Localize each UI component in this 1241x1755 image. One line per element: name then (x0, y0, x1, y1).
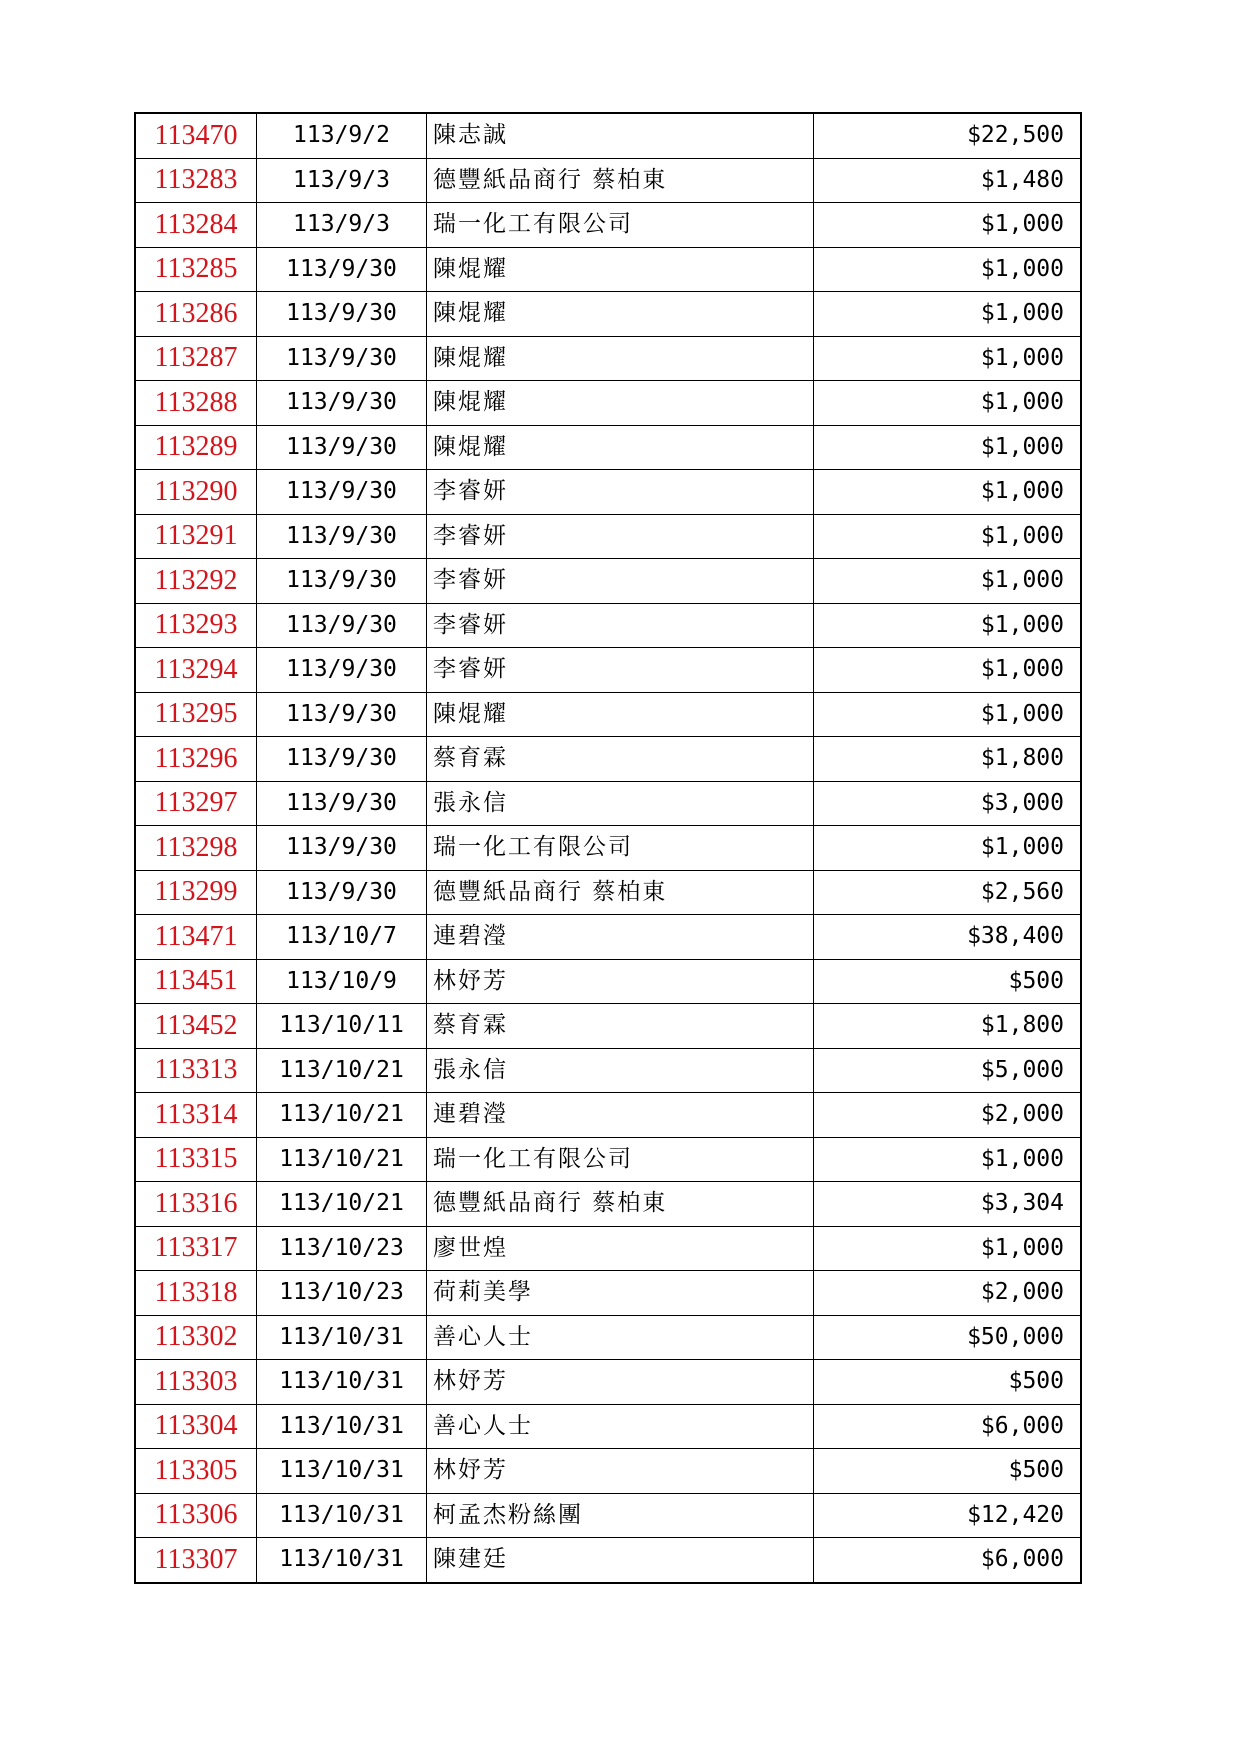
date-cell: 113/10/21 (257, 1093, 427, 1138)
amount-cell: $6,000 (814, 1404, 1082, 1449)
receipt-number-cell: 113299 (135, 870, 257, 915)
amount-cell: $1,000 (814, 1226, 1082, 1271)
date-cell: 113/9/30 (257, 692, 427, 737)
amount-cell: $2,000 (814, 1093, 1082, 1138)
amount-cell: $2,000 (814, 1271, 1082, 1316)
amount-cell: $1,000 (814, 1137, 1082, 1182)
amount-cell: $3,000 (814, 781, 1082, 826)
donor-name-cell: 林妤芳 (427, 1360, 814, 1405)
table-row (135, 1048, 1081, 1093)
date-cell: 113/9/3 (257, 158, 427, 203)
donor-name-cell: 陳焜耀 (427, 336, 814, 381)
receipt-number-cell: 113315 (135, 1137, 257, 1182)
amount-cell: $1,000 (814, 514, 1082, 559)
receipt-number-cell: 113297 (135, 781, 257, 826)
donor-name-cell: 陳志誠 (427, 113, 814, 158)
donor-name-cell: 瑞一化工有限公司 (427, 203, 814, 248)
donor-name-cell: 蔡育霖 (427, 1004, 814, 1049)
date-cell: 113/10/23 (257, 1226, 427, 1271)
date-cell: 113/10/23 (257, 1271, 427, 1316)
donor-name-cell: 連碧瀅 (427, 1093, 814, 1138)
donor-name-cell: 李睿妍 (427, 470, 814, 515)
receipt-number-cell: 113318 (135, 1271, 257, 1316)
table-row (135, 113, 1081, 158)
amount-cell: $1,000 (814, 648, 1082, 693)
receipt-number-cell: 113470 (135, 113, 257, 158)
amount-cell: $1,000 (814, 292, 1082, 337)
receipt-number-cell: 113292 (135, 559, 257, 604)
date-cell: 113/10/21 (257, 1137, 427, 1182)
amount-cell: $1,800 (814, 737, 1082, 782)
amount-cell: $500 (814, 959, 1082, 1004)
receipt-number-cell: 113284 (135, 203, 257, 248)
table-row (135, 425, 1081, 470)
amount-cell: $2,560 (814, 870, 1082, 915)
donor-name-cell: 張永信 (427, 1048, 814, 1093)
table-row (135, 1315, 1081, 1360)
amount-cell: $1,000 (814, 692, 1082, 737)
donor-name-cell: 德豐紙品商行 蔡柏東 (427, 870, 814, 915)
date-cell: 113/10/21 (257, 1048, 427, 1093)
amount-cell: $50,000 (814, 1315, 1082, 1360)
date-cell: 113/10/11 (257, 1004, 427, 1049)
date-cell: 113/9/30 (257, 514, 427, 559)
amount-cell: $1,000 (814, 559, 1082, 604)
date-cell: 113/9/3 (257, 203, 427, 248)
date-cell: 113/10/31 (257, 1404, 427, 1449)
receipt-number-cell: 113296 (135, 737, 257, 782)
table-row (135, 781, 1081, 826)
amount-cell: $6,000 (814, 1538, 1082, 1583)
receipt-number-cell: 113307 (135, 1538, 257, 1583)
date-cell: 113/9/30 (257, 292, 427, 337)
date-cell: 113/9/30 (257, 648, 427, 693)
donation-ledger-table (134, 112, 1082, 1584)
receipt-number-cell: 113471 (135, 915, 257, 960)
table-row (135, 692, 1081, 737)
table-row (135, 292, 1081, 337)
donor-name-cell: 善心人士 (427, 1404, 814, 1449)
table-row (135, 1182, 1081, 1227)
donor-name-cell: 李睿妍 (427, 603, 814, 648)
donor-name-cell: 廖世煌 (427, 1226, 814, 1271)
amount-cell: $38,400 (814, 915, 1082, 960)
amount-cell: $1,000 (814, 470, 1082, 515)
table-row (135, 381, 1081, 426)
receipt-number-cell: 113451 (135, 959, 257, 1004)
receipt-number-cell: 113295 (135, 692, 257, 737)
date-cell: 113/9/30 (257, 470, 427, 515)
amount-cell: $1,000 (814, 203, 1082, 248)
donor-name-cell: 陳焜耀 (427, 692, 814, 737)
receipt-number-cell: 113314 (135, 1093, 257, 1138)
receipt-number-cell: 113302 (135, 1315, 257, 1360)
donor-name-cell: 德豐紙品商行 蔡柏東 (427, 158, 814, 203)
table-row (135, 470, 1081, 515)
table-row (135, 1493, 1081, 1538)
table-row (135, 158, 1081, 203)
date-cell: 113/10/31 (257, 1538, 427, 1583)
donor-name-cell: 蔡育霖 (427, 737, 814, 782)
table-row (135, 514, 1081, 559)
amount-cell: $1,800 (814, 1004, 1082, 1049)
table-row (135, 1093, 1081, 1138)
table-row (135, 648, 1081, 693)
donor-name-cell: 陳焜耀 (427, 292, 814, 337)
table-row (135, 1360, 1081, 1405)
date-cell: 113/9/30 (257, 336, 427, 381)
receipt-number-cell: 113293 (135, 603, 257, 648)
donor-name-cell: 瑞一化工有限公司 (427, 826, 814, 871)
table-row (135, 1449, 1081, 1494)
table-row (135, 1137, 1081, 1182)
donor-name-cell: 陳焜耀 (427, 381, 814, 426)
amount-cell: $22,500 (814, 113, 1082, 158)
receipt-number-cell: 113287 (135, 336, 257, 381)
receipt-number-cell: 113290 (135, 470, 257, 515)
receipt-number-cell: 113316 (135, 1182, 257, 1227)
amount-cell: $1,000 (814, 826, 1082, 871)
table-row (135, 203, 1081, 248)
date-cell: 113/10/31 (257, 1360, 427, 1405)
donor-name-cell: 陳焜耀 (427, 247, 814, 292)
date-cell: 113/9/30 (257, 381, 427, 426)
table-row (135, 559, 1081, 604)
receipt-number-cell: 113285 (135, 247, 257, 292)
donor-name-cell: 瑞一化工有限公司 (427, 1137, 814, 1182)
receipt-number-cell: 113289 (135, 425, 257, 470)
amount-cell: $1,000 (814, 603, 1082, 648)
receipt-number-cell: 113303 (135, 1360, 257, 1405)
table-row (135, 737, 1081, 782)
amount-cell: $1,000 (814, 425, 1082, 470)
donor-name-cell: 李睿妍 (427, 559, 814, 604)
date-cell: 113/10/21 (257, 1182, 427, 1227)
table-row (135, 1226, 1081, 1271)
date-cell: 113/9/30 (257, 559, 427, 604)
amount-cell: $1,000 (814, 336, 1082, 381)
amount-cell: $1,000 (814, 381, 1082, 426)
donor-name-cell: 善心人士 (427, 1315, 814, 1360)
amount-cell: $1,000 (814, 247, 1082, 292)
donor-name-cell: 柯孟杰粉絲團 (427, 1493, 814, 1538)
date-cell: 113/9/30 (257, 737, 427, 782)
amount-cell: $500 (814, 1360, 1082, 1405)
date-cell: 113/10/31 (257, 1449, 427, 1494)
date-cell: 113/10/31 (257, 1315, 427, 1360)
date-cell: 113/9/30 (257, 425, 427, 470)
date-cell: 113/9/30 (257, 826, 427, 871)
amount-cell: $3,304 (814, 1182, 1082, 1227)
donor-name-cell: 林妤芳 (427, 959, 814, 1004)
receipt-number-cell: 113288 (135, 381, 257, 426)
table-row (135, 826, 1081, 871)
receipt-number-cell: 113298 (135, 826, 257, 871)
receipt-number-cell: 113317 (135, 1226, 257, 1271)
date-cell: 113/9/30 (257, 781, 427, 826)
table-row (135, 1004, 1081, 1049)
receipt-number-cell: 113304 (135, 1404, 257, 1449)
table-row (135, 336, 1081, 381)
amount-cell: $1,480 (814, 158, 1082, 203)
table-row (135, 247, 1081, 292)
donor-name-cell: 陳焜耀 (427, 425, 814, 470)
receipt-number-cell: 113305 (135, 1449, 257, 1494)
table-row (135, 603, 1081, 648)
amount-cell: $12,420 (814, 1493, 1082, 1538)
receipt-number-cell: 113313 (135, 1048, 257, 1093)
donor-name-cell: 張永信 (427, 781, 814, 826)
donor-name-cell: 李睿妍 (427, 648, 814, 693)
table-row (135, 1538, 1081, 1583)
date-cell: 113/9/30 (257, 247, 427, 292)
donor-name-cell: 李睿妍 (427, 514, 814, 559)
receipt-number-cell: 113283 (135, 158, 257, 203)
ledger-body (135, 113, 1081, 1583)
table-row (135, 959, 1081, 1004)
donor-name-cell: 德豐紙品商行 蔡柏東 (427, 1182, 814, 1227)
donor-name-cell: 連碧瀅 (427, 915, 814, 960)
amount-cell: $500 (814, 1449, 1082, 1494)
receipt-number-cell: 113286 (135, 292, 257, 337)
donor-name-cell: 陳建廷 (427, 1538, 814, 1583)
donor-name-cell: 林妤芳 (427, 1449, 814, 1494)
donor-name-cell: 荷莉美學 (427, 1271, 814, 1316)
receipt-number-cell: 113291 (135, 514, 257, 559)
receipt-number-cell: 113306 (135, 1493, 257, 1538)
table-row (135, 915, 1081, 960)
date-cell: 113/10/9 (257, 959, 427, 1004)
table-row (135, 1271, 1081, 1316)
date-cell: 113/10/7 (257, 915, 427, 960)
date-cell: 113/9/30 (257, 603, 427, 648)
date-cell: 113/9/30 (257, 870, 427, 915)
date-cell: 113/9/2 (257, 113, 427, 158)
date-cell: 113/10/31 (257, 1493, 427, 1538)
receipt-number-cell: 113294 (135, 648, 257, 693)
table-row (135, 870, 1081, 915)
table-row (135, 1404, 1081, 1449)
amount-cell: $5,000 (814, 1048, 1082, 1093)
receipt-number-cell: 113452 (135, 1004, 257, 1049)
